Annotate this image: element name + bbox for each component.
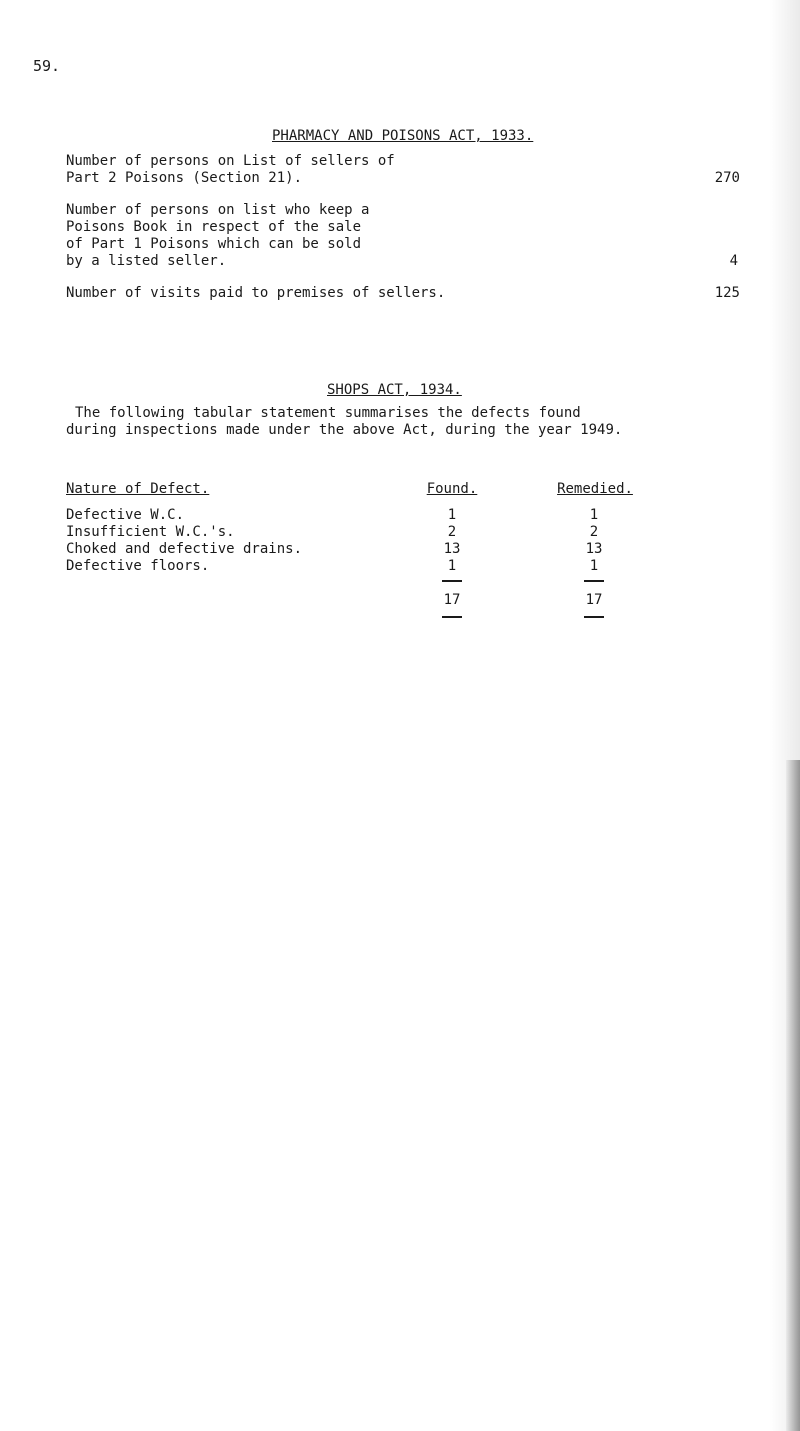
shops-intro	[66, 405, 622, 439]
row-3-remedied: 13	[585, 541, 603, 557]
remedied-total-rule-top	[584, 580, 604, 582]
row-2-found: 2	[447, 524, 457, 540]
pharmacy-item-2-line-3: of Part 1 Poisons which can be sold	[66, 236, 362, 252]
header-nature: Nature of Defect.	[66, 481, 210, 497]
header-remedied: Remedied.	[557, 481, 633, 497]
row-4-remedied: 1	[589, 558, 599, 574]
row-4-nature: Defective floors.	[66, 558, 210, 574]
page-number: 59.	[33, 57, 61, 75]
shops-title: SHOPS ACT, 1934.	[327, 382, 462, 398]
found-total: 17	[443, 592, 461, 608]
pharmacy-item-1-line-1: Number of persons on List of sellers of	[66, 153, 395, 169]
found-total-rule-bottom	[442, 616, 462, 618]
shops-intro-line-1: The following tabular statement summarises the defects found	[75, 405, 581, 421]
row-3-nature: Choked and defective drains.	[66, 541, 303, 557]
pharmacy-item-2-line-2: Poisons Book in respect of the sale	[66, 219, 362, 235]
pharmacy-item-3-value: 125	[714, 285, 740, 301]
pharmacy-item-3	[66, 285, 445, 302]
row-3-found: 13	[443, 541, 461, 557]
row-1-found: 1	[447, 507, 457, 523]
header-found: Found.	[426, 481, 478, 497]
shops-intro-line-2: during inspections made under the above Act, during the year 1949.	[66, 422, 623, 438]
row-2-nature: Insufficient W.C.'s.	[66, 524, 235, 540]
page-edge-dark	[786, 760, 800, 1431]
pharmacy-item-2	[66, 202, 369, 270]
remedied-total: 17	[585, 592, 603, 608]
pharmacy-item-2-line-1: Number of persons on list who keep a	[66, 202, 370, 218]
pharmacy-title: PHARMACY AND POISONS ACT, 1933.	[272, 128, 534, 144]
row-4-found: 1	[447, 558, 457, 574]
pharmacy-item-1-value: 270	[714, 170, 740, 186]
pharmacy-item-3-line-1: Number of visits paid to premises of sellers.	[66, 285, 446, 301]
pharmacy-item-1-line-2: Part 2 Poisons (Section 21).	[66, 170, 303, 186]
row-1-remedied: 1	[589, 507, 599, 523]
pharmacy-item-2-value: 4	[729, 253, 738, 269]
found-total-rule-top	[442, 580, 462, 582]
row-2-remedied: 2	[589, 524, 599, 540]
pharmacy-item-2-line-4: by a listed seller.	[66, 253, 227, 269]
remedied-total-rule-bottom	[584, 616, 604, 618]
pharmacy-item-1	[66, 153, 395, 187]
row-1-nature: Defective W.C.	[66, 507, 185, 523]
